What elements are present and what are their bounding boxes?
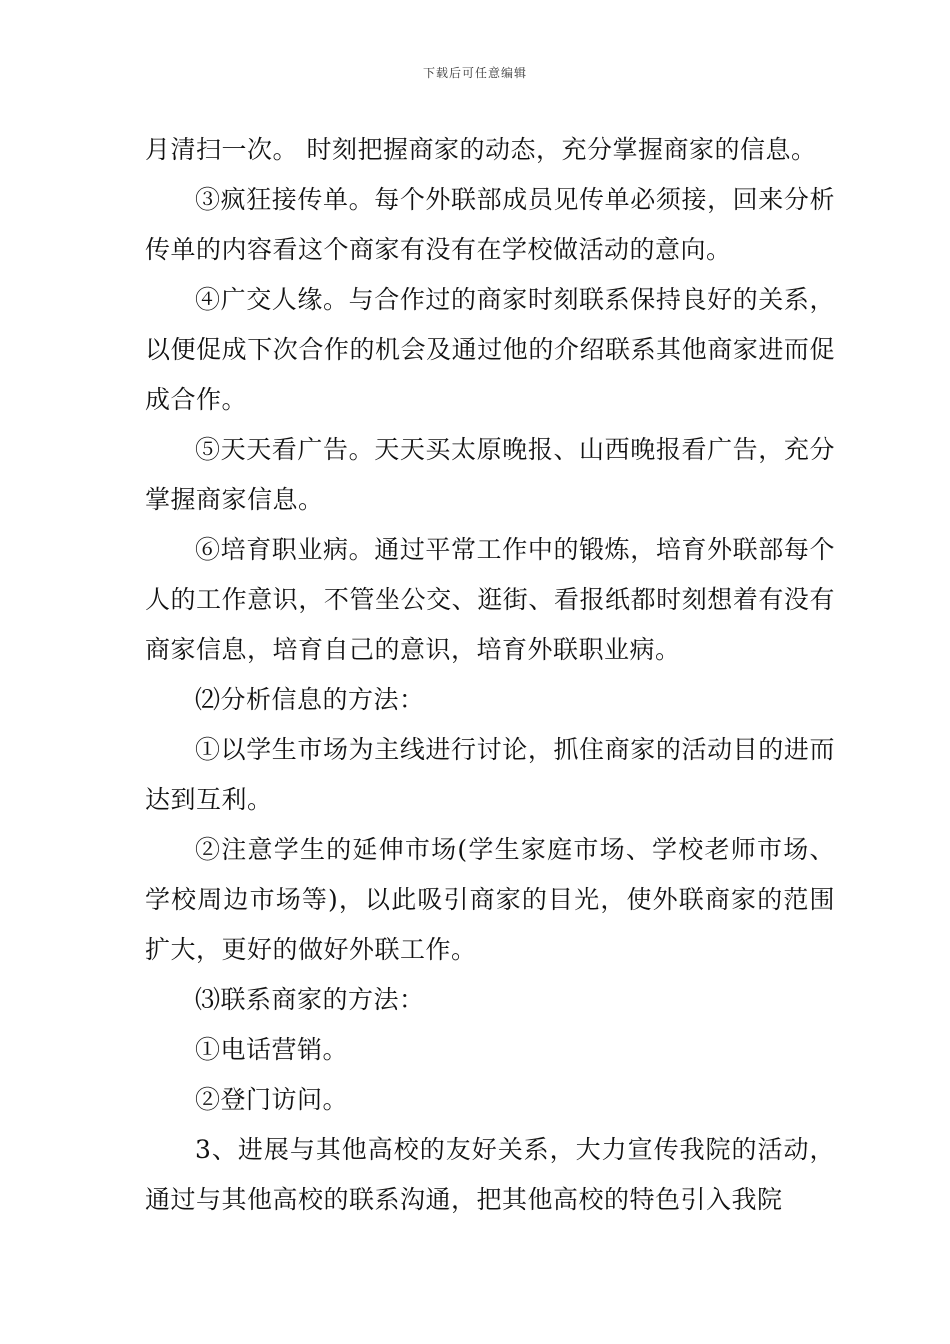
paragraph-12: 3、进展与其他高校的友好关系，大力宣传我院的活动，通过与其他高校的联系沟通，把其他高校的特色引入我院: [145, 1135, 835, 1214]
paragraph-1: 月清扫一次。 时刻把握商家的动态，充分掌握商家的信息。: [145, 135, 817, 164]
paragraph-6: ⑵分析信息的方法：: [195, 685, 425, 714]
paragraph-10: ①电话营销。: [195, 1035, 349, 1064]
paragraph-9: ⑶联系商家的方法：: [195, 985, 425, 1014]
paragraph-5: ⑥培育职业病。通过平常工作中的锻炼，培育外联部每个人的工作意识，不管坐公交、逛街、看报纸都时刻想着有没有商家信息，培育自己的意识，培育外联职业病。: [145, 535, 835, 664]
paragraph-2: ③疯狂接传单。每个外联部成员见传单必须接，回来分析传单的内容看这个商家有没有在学校做活动的意向。: [145, 185, 835, 264]
paragraph-4: ⑤天天看广告。天天买太原晚报、山西晚报看广告，充分掌握商家信息。: [145, 435, 835, 514]
paragraph-7: ①以学生市场为主线进行讨论，抓住商家的活动目的进而达到互利。: [145, 735, 835, 814]
page-header: 下载后可任意编辑: [422, 66, 527, 80]
paragraph-8: ②注意学生的延伸市场(学生家庭市场、学校老师市场、学校周边市场等)，以此吸引商家的目光，使外联商家的范围扩大，更好的做好外联工作。: [145, 835, 835, 964]
document-body: [145, 125, 835, 1225]
paragraph-3: ④广交人缘。与合作过的商家时刻联系保持良好的关系，以便促成下次合作的机会及通过他的介绍联系其他商家进而促成合作。: [145, 285, 835, 414]
paragraph-11: ②登门访问。: [195, 1085, 349, 1114]
